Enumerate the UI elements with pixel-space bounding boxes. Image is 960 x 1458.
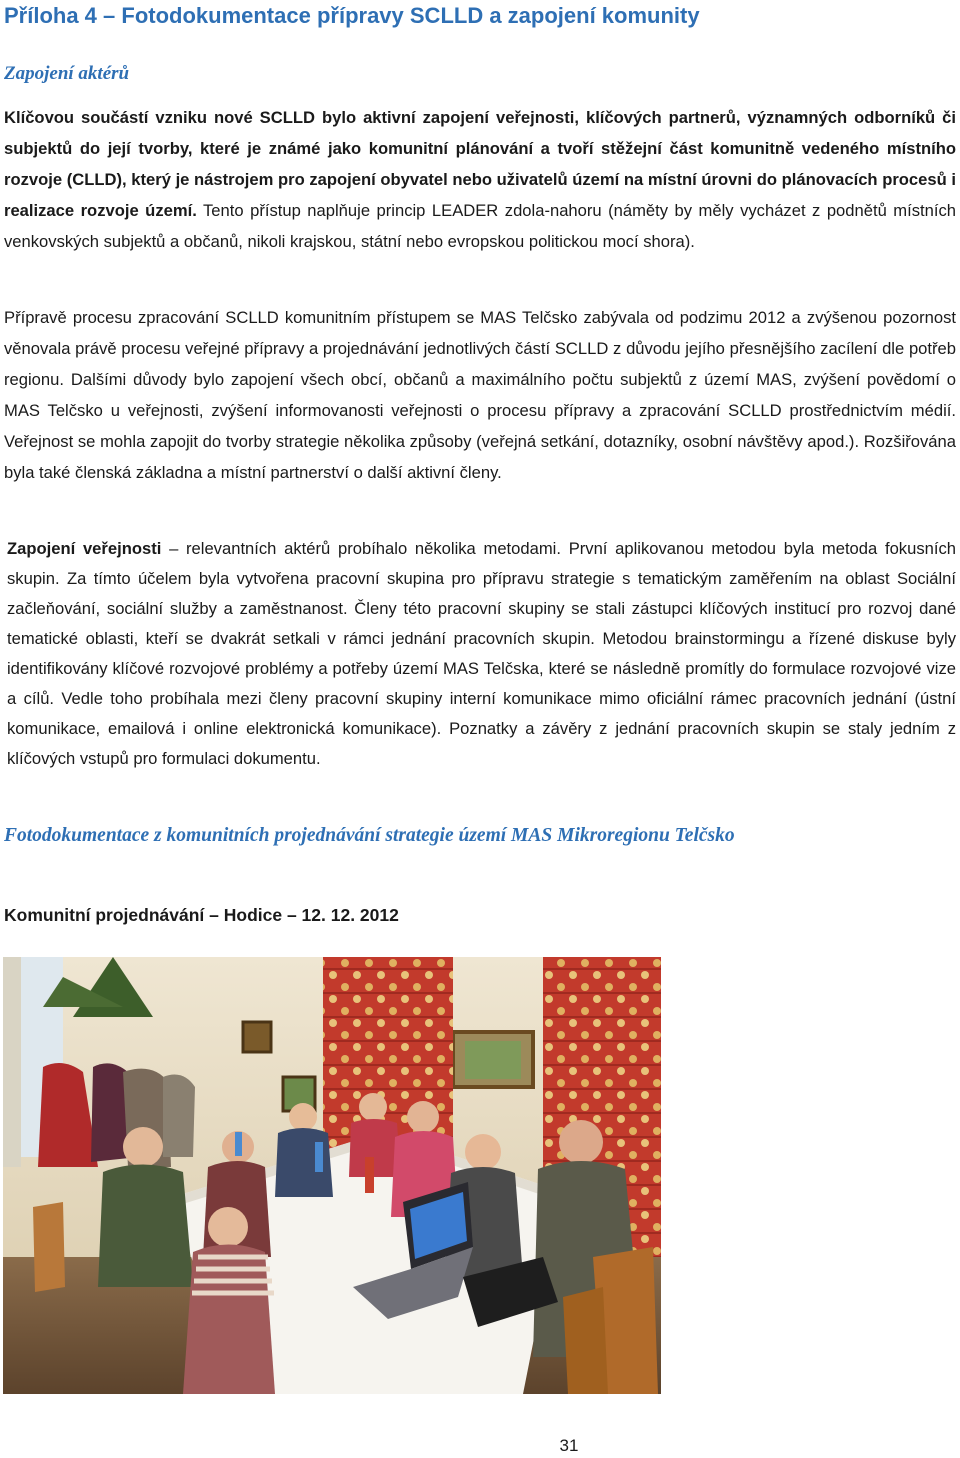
paragraph-intro <box>4 102 956 257</box>
paragraph-intro-bold: Klíčovou součástí vzniku nové SCLLD bylo aktivní zapojení veřejnosti, klíčových partnerů, významných odborníků či subjektů do její tvorby, které je známé jako komunitní plánování a tvoří stěžejní část komunitně vedeného místního rozvoje (CLLD), který je nástrojem pro zapojení obyvatel nebo uživatelů území na místní úrovni do plánovacích procesů i realizace rozvoje území. <box>4 108 956 220</box>
paragraph-public-involvement <box>7 534 956 774</box>
page-number: 31 <box>559 1436 579 1455</box>
section-title: Zapojení aktérů <box>4 63 130 84</box>
event-title: Komunitní projednávání – Hodice – 12. 12. 2012 <box>4 905 399 925</box>
photo-section-title: Fotodokumentace z komunitních projednávání strategie území MAS Mikroregionu Telčsko <box>4 825 735 846</box>
paragraph-preparation: Přípravě procesu zpracování SCLLD komunitním přístupem se MAS Telčsko zabývala od podzimu 2012 a zvýšenou pozornost věnovala právě procesu veřejné přípravy a projednávání jednotlivých částí SCLLD z důvodu jejího přesnějšího zacílení dle potřeb regionu. Dalšími důvody bylo zapojení všech obcí, občanů a maximálního počtu subjektů z území MAS, zvýšení povědomí o MAS Telčsko u veřejnosti, zvýšení informovanosti veřejnosti o procesu přípravy a zpracování SCLLD prostřednictvím médií. Veřejnost se mohla zapojit do tvorby strategie několika způsoby (veřejná setkání, dotazníky, osobní návštěvy apod.). Rozšiřována byla také členská základna a místní partnerství o další aktivní členy. <box>4 308 956 482</box>
page-heading: Příloha 4 – Fotodokumentace přípravy SCLLD a zapojení komunity <box>4 3 700 28</box>
meeting-photo <box>3 957 661 1394</box>
paragraph-intro-text: Tento přístup naplňuje princip LEADER zdola-nahoru (náměty by měly vycházet z podnětů místních venkovských subjektů a občanů, nikoli krajskou, státní nebo evropskou politickou mocí shora). <box>4 201 956 251</box>
paragraph-public-involvement-text: – relevantních aktérů probíhalo několika metodami. První aplikovanou metodou byla metoda fokusních skupin. Za tímto účelem byla vytvořena pracovní skupina pro přípravu strategie s tematickým zaměřením na oblast Sociální začleňování, sociální služby a zaměstnanost. Členy této pracovní skupiny se stali zástupci klíčových institucí pro rozvoj dané tematické oblasti, kteří se dvakrát setkali v rámci jednání pracovních skupin. Metodou brainstormingu a řízené diskuse byly identifikovány klíčové rozvojové problémy a potřeby území MAS Telčska, které se následně promítly do formulace rozvojové vize a cílů. Vedle toho probíhala mezi členy pracovní skupiny interní komunikace mimo oficiální rámec pracovních jednání (ústní komunikace, emailová i online elektronická komunikace). Poznatky a závěry z jednání pracovních skupin se staly jedním z klíčových vstupů pro formulaci dokumentu. <box>7 539 956 768</box>
paragraph-public-involvement-bold: Zapojení veřejnosti <box>7 539 162 558</box>
